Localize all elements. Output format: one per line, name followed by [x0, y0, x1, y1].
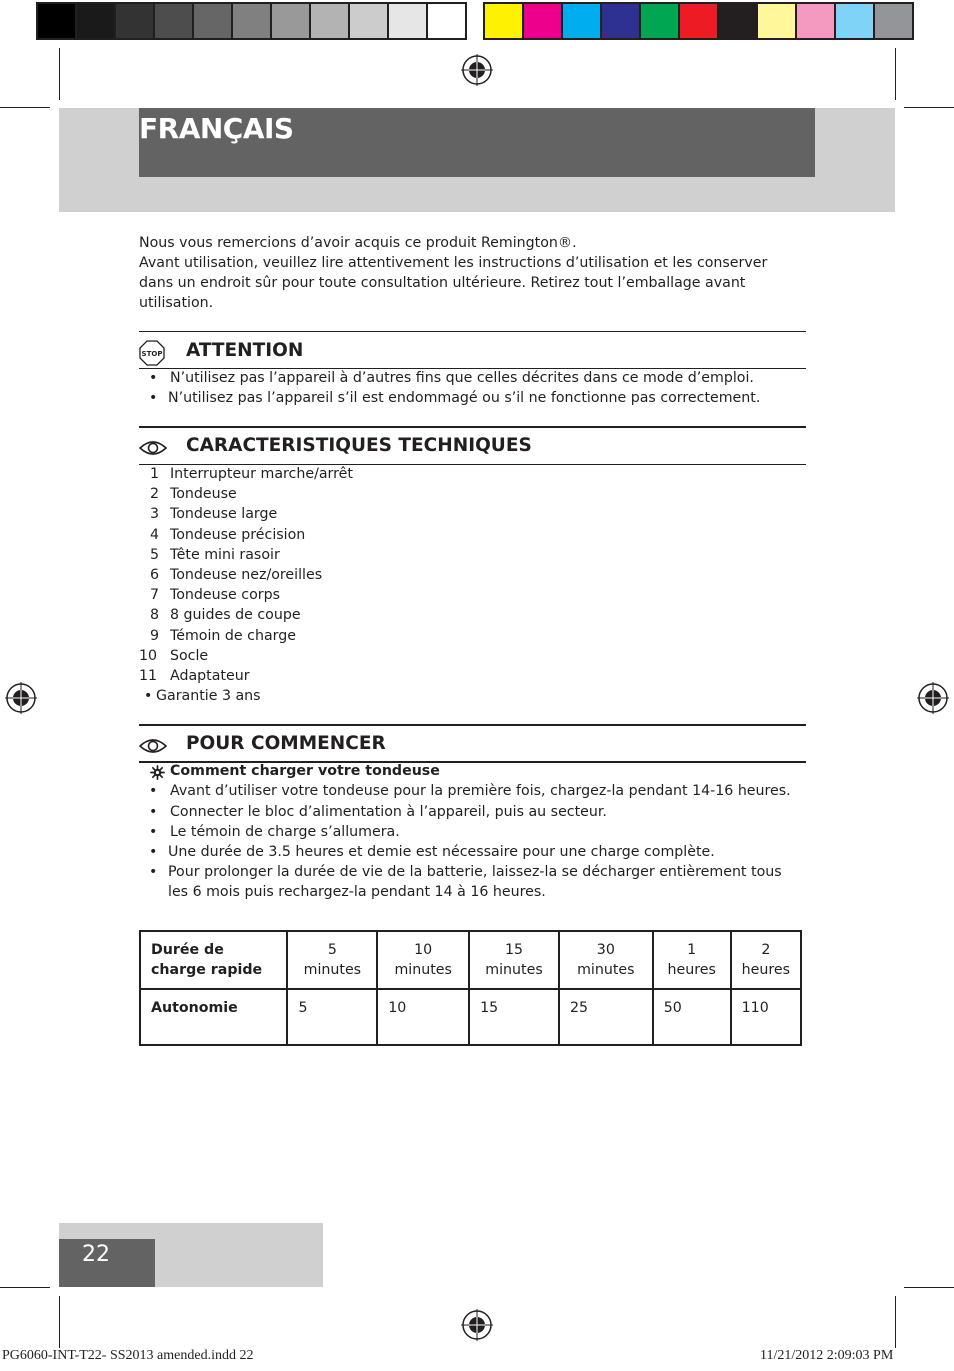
color-swatch: [602, 4, 639, 38]
stop-icon-text: STOP: [141, 350, 163, 358]
crop-mark: [59, 1296, 60, 1348]
color-swatch: [272, 4, 309, 38]
warranty-text: Garantie 3 ans: [156, 688, 261, 704]
list-item: Avant d’utiliser votre tondeuse pour la première fois, chargez-la pendant 14-16 heures.: [170, 783, 791, 799]
bullet: •: [144, 688, 153, 704]
table-cell: 110: [731, 989, 801, 1045]
color-swatch: [116, 4, 153, 38]
eye-icon: [139, 439, 167, 457]
list-item: Le témoin de charge s’allumera.: [170, 824, 400, 840]
color-swatch: [77, 4, 114, 38]
page-title: FRANÇAIS: [139, 112, 294, 145]
color-swatch: [719, 4, 756, 38]
bullet: •: [149, 390, 158, 406]
gray-color-bar: [36, 2, 467, 40]
spec-label: Tondeuse large: [170, 506, 278, 523]
table-cell: 30 minutes: [559, 931, 653, 989]
table-cell: 10: [377, 989, 469, 1045]
color-swatch: [641, 4, 678, 38]
table-row: [140, 931, 801, 989]
spec-number: 4: [150, 526, 160, 543]
bullet: •: [149, 824, 158, 840]
intro-text: [139, 233, 799, 313]
spec-number: 1: [150, 466, 160, 482]
spec-label: Tondeuse nez/oreilles: [170, 567, 323, 583]
spec-number: 9: [150, 627, 160, 644]
list-item: Pour prolonger la durée de vie de la batterie, laissez-la se décharger entièrement tous les 6 mois puis rechargez-la pendant 14 à 16 heures.: [168, 864, 782, 900]
eye-icon: [139, 737, 167, 755]
registration-mark-icon: [917, 682, 949, 714]
section-rule: [139, 426, 806, 428]
spec-number: 2: [150, 486, 160, 503]
footer-timestamp: 11/21/2012 2:09:03 PM: [760, 1348, 894, 1363]
crop-mark: [59, 48, 60, 100]
color-swatch: [836, 4, 873, 38]
spec-label: Socle: [170, 647, 209, 664]
stop-icon: [139, 340, 165, 366]
crop-mark: [904, 107, 954, 108]
spec-label: Tondeuse corps: [170, 587, 280, 604]
color-swatch: [797, 4, 834, 38]
table-cell: 15: [469, 989, 559, 1045]
crop-mark: [0, 107, 50, 108]
section-title-start: POUR COMMENCER: [186, 733, 386, 754]
color-swatch: [311, 4, 348, 38]
registration-mark-icon: [5, 682, 37, 714]
spec-number: 8: [150, 607, 160, 624]
color-swatch: [389, 4, 426, 38]
registration-mark-icon: [461, 54, 493, 86]
bullet: •: [149, 864, 158, 880]
table-row-label: Autonomie: [140, 989, 287, 1045]
table-cell: 50: [653, 989, 731, 1045]
table-cell: 15 minutes: [469, 931, 559, 989]
spec-number: 10: [139, 647, 158, 664]
color-swatch: [428, 4, 465, 38]
list-item: Une durée de 3.5 heures et demie est nécessaire pour une charge complète.: [168, 844, 715, 860]
spec-label: Interrupteur marche/arrêt: [170, 466, 353, 482]
bullet: •: [149, 844, 158, 860]
intro-line: Avant utilisation, veuillez lire attentivement les instructions d’utilisation et les conserver dans un endroit sûr pour toute consultation ultérieure. Retirez tout l’emballage avant utilisation.: [139, 255, 768, 311]
spec-label: Témoin de charge: [170, 627, 296, 644]
spec-label: Tondeuse: [170, 486, 237, 503]
color-swatch: [758, 4, 795, 38]
color-swatch: [38, 4, 75, 38]
footer-file-info: PG6060-INT-T22- SS2013 amended.indd 22: [2, 1348, 254, 1363]
table-cell: 25: [559, 989, 653, 1045]
gear-icon: [150, 765, 165, 780]
spec-number: 7: [150, 587, 160, 604]
list-item: Connecter le bloc d’alimentation à l’appareil, puis au secteur.: [170, 804, 607, 820]
section-title-attention: ATTENTION: [186, 340, 304, 361]
spec-label: Tête mini rasoir: [170, 546, 280, 563]
page-number: 22: [82, 1242, 110, 1267]
bullet: •: [149, 804, 158, 820]
process-color-bar: [483, 2, 914, 40]
section-rule: [139, 331, 806, 332]
crop-mark: [0, 1287, 50, 1288]
color-swatch: [155, 4, 192, 38]
color-swatch: [194, 4, 231, 38]
crop-mark: [895, 1296, 896, 1348]
table-cell: 2 heures: [731, 931, 801, 989]
registration-mark-icon: [461, 1309, 493, 1341]
section-title-specs: CARACTERISTIQUES TECHNIQUES: [186, 435, 532, 456]
color-swatch: [563, 4, 600, 38]
table-cell: 1 heures: [653, 931, 731, 989]
section-rule: [139, 724, 806, 726]
charge-table: [139, 930, 802, 1046]
color-swatch: [524, 4, 561, 38]
intro-line: Nous vous remercions d’avoir acquis ce produit Remington®.: [139, 235, 577, 251]
bullet: •: [149, 783, 158, 799]
list-item: N’utilisez pas l’appareil à d’autres fins que celles décrites dans ce mode d’emploi.: [170, 370, 754, 386]
spec-number: 3: [150, 506, 160, 523]
color-swatch: [485, 4, 522, 38]
spec-number: 5: [150, 546, 160, 563]
spec-label: Tondeuse précision: [170, 526, 306, 543]
crop-mark: [904, 1287, 954, 1288]
color-swatch: [350, 4, 387, 38]
table-row: [140, 989, 801, 1045]
spec-label: 8 guides de coupe: [170, 607, 301, 624]
color-swatch: [233, 4, 270, 38]
crop-mark: [895, 48, 896, 100]
table-cell: 10 minutes: [377, 931, 469, 989]
table-cell: 5 minutes: [287, 931, 377, 989]
spec-label: Adaptateur: [170, 668, 250, 684]
spec-number: 6: [150, 567, 160, 583]
list-item: N’utilisez pas l’appareil s’il est endommagé ou s’il ne fonctionne pas correctement.: [168, 390, 761, 406]
table-cell: 5: [287, 989, 377, 1045]
color-swatch: [680, 4, 717, 38]
bullet: •: [149, 370, 158, 386]
spec-number: 11: [139, 668, 158, 684]
color-swatch: [875, 4, 912, 38]
subsection-title: Comment charger votre tondeuse: [170, 763, 440, 779]
table-row-label: Durée de charge rapide: [140, 931, 287, 989]
